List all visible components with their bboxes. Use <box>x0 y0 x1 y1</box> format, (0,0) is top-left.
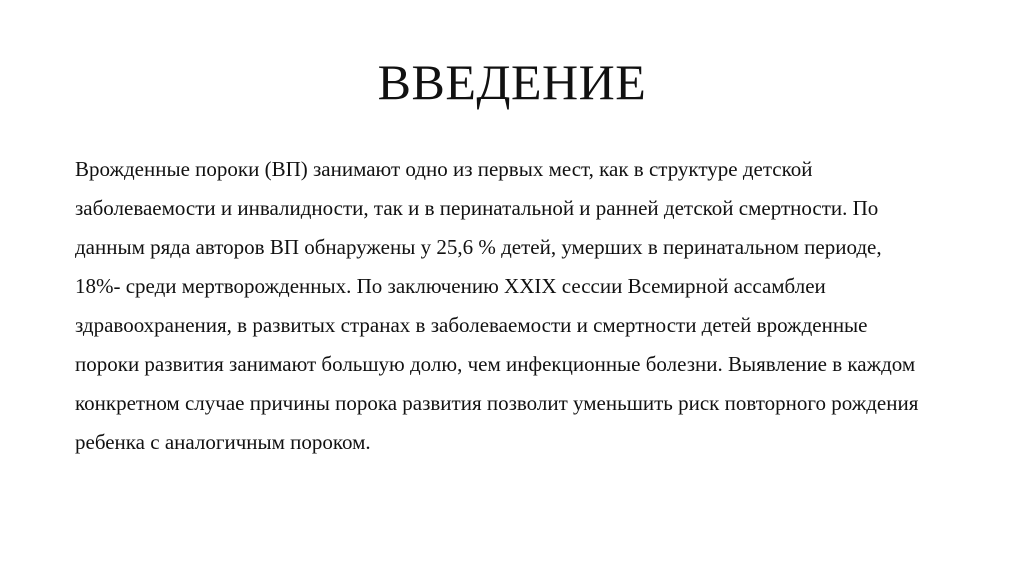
body-line: здравоохранения, в развитых странах в заболеваемости и смертности детей врожденные <box>75 313 868 337</box>
body-line: 18%- среди мертворожденных. По заключению XXIX сессии Всемирной ассамблеи <box>75 274 826 298</box>
body-line: заболеваемости и инвалидности, так и в перинатальной и ранней детской смертности. По <box>75 196 879 220</box>
slide-title: ВВЕДЕНИЕ <box>377 54 647 110</box>
slide-body-text <box>75 150 955 462</box>
body-line: Врожденные пороки (ВП) занимают одно из первых мест, как в структуре детской <box>75 157 813 181</box>
body-line: данным ряда авторов ВП обнаружены у 25,6 % детей, умерших в перинатальном периоде, <box>75 235 882 259</box>
body-line: пороки развития занимают большую долю, чем инфекционные болезни. Выявление в каждом <box>75 352 916 376</box>
body-line: конкретном случае причины порока развития позволит уменьшить риск повторного рождения <box>75 391 919 415</box>
body-line: ребенка с аналогичным пороком. <box>75 430 371 454</box>
